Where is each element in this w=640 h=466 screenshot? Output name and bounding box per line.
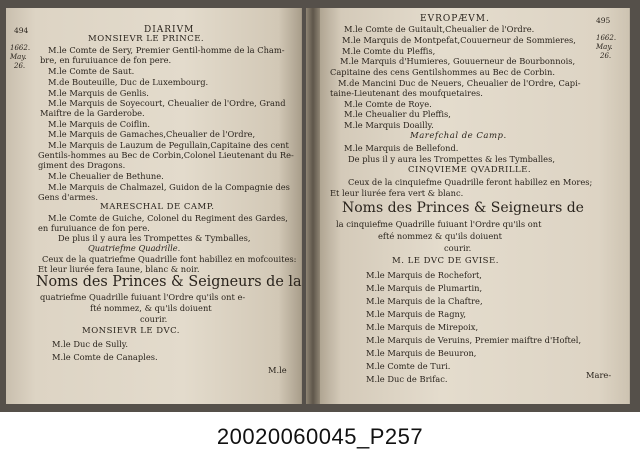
right-line: M.le Marquis de Mirepoix, [366,322,479,332]
left-side-month: May. [10,53,27,61]
right-line: M.le Marquis de Bellefond. [344,143,459,153]
left-line: en furuiuance de fon pere. [38,223,150,233]
left-line: Quatriefme Quadrille. [88,243,181,253]
right-line: De plus il y aura les Trompettes & les Tymballes, [348,154,555,164]
left-line: M.le Duc de Sully. [52,339,129,349]
right-line: M.le Comte de Turi. [366,361,451,371]
right-line: M.le Marquis de Beuuron, [366,348,477,358]
left-side-year: 1662. [10,44,31,52]
left-line: giment des Dragons. [38,160,126,170]
left-line: M.de Bouteuille, Duc de Luxembourg. [48,77,209,87]
right-line: Marefchal de Camp. [410,131,507,141]
right-line: M.le Duc de Brifac. [366,374,448,384]
right-line: M.le Comte du Pleffis, [342,46,436,56]
left-page-number: 494 [14,26,29,35]
right-side-month: May. [596,43,613,51]
left-line: M.le Comte de Sery, Premier Gentil-homme de la Cham- [48,45,285,55]
left-line: M.le Comte de Canaples. [52,352,158,362]
left-heading-line: Noms des Princes & Seigneurs de la [36,274,302,290]
right-line: M.le Marquis Doailly. [344,120,434,130]
left-line: Gentils-hommes au Bec de Corbin,Colonel Lieutenant du Re- [38,150,294,160]
left-line: bre, en furuiuance de fon pere. [40,55,172,65]
right-side-year: 1662. [596,34,617,42]
right-page-number: 495 [596,16,611,25]
right-line: M.le Comte de Roye. [344,99,432,109]
right-line: Capitaine des cens Gentilshommes au Bec de Corbin. [330,67,555,77]
left-line: Gens d'armes. [38,192,98,202]
left-line: MARESCHAL DE CAMP. [100,202,215,212]
left-line: courir. [140,314,168,324]
right-line: courir. [444,243,472,253]
right-line: la cinquiefme Quadrille fuiuant l'Ordre qu'ils ont [336,219,542,229]
image-caption: 20020060045_P257 [216,424,424,449]
right-line: M.le Comte de Guitault,Cheualier de l'Ordre. [344,24,535,34]
left-side-day: 26. [14,62,26,70]
right-line: taine-Lieutenant des moufquetaires. [330,88,483,98]
right-catchword: Mare- [586,370,612,380]
left-line: M.le Marquis de Gamaches,Cheualier de l'Ordre, [48,129,256,139]
left-line: M.le Marquis de Chalmazel, Guidon de la Compagnie des [48,182,290,192]
right-line: M.le Marquis de Plumartin, [366,283,483,293]
right-line: CINQVIEME QVADRILLE. [408,165,532,175]
left-line: MONSIEVR LE DVC. [82,326,180,336]
left-line: M.le Marquis de Genlis. [48,88,149,98]
left-line: M.le Marquis de Coiflin. [48,119,150,129]
right-line: M. LE DVC DE GVISE. [392,256,499,266]
right-line: M.le Marquis d'Humieres, Gouuerneur de Bourbonnois, [340,56,576,66]
left-line: MONSIEVR LE PRINCE. [88,34,205,44]
left-line: Et leur liurée fera Iaune, blanc & noir. [38,264,200,274]
right-line: Ceux de la cinquiefme Quadrille feront habillez en Mores; [348,177,593,187]
left-line: M.le Cheualier de Bethune. [48,171,164,181]
right-line: M.de Mancini Duc de Neuers, Cheualier de l'Ordre, Capi- [338,78,581,88]
left-line: quatriefme Quadrille fuiuant l'Ordre qu'ils ont e- [40,292,246,302]
left-line: M.le Marquis de Soyecourt, Cheualier de l'Ordre, Grand [48,98,286,108]
left-line: Ceux de la quatriefme Quadrille font habillez en mofcouites: [42,254,297,264]
left-line: M.le Comte de Guiche, Colonel du Regiment des Gardes, [48,213,288,223]
right-line: efté nommez & qu'ils doiuent [378,231,502,241]
right-line: M.le Marquis de Veruins, Premier maiftre d'Hoftel, [366,335,582,345]
right-heading-line: Noms des Princes & Seigneurs de [342,200,584,216]
right-side-day: 26. [600,52,612,60]
left-line: M.le Comte de Saut. [48,66,135,76]
left-line: fté nommez, & qu'ils doiuent [90,303,212,313]
left-line: M.le Marquis de Lauzum de Pegullain,Capitaine des cent [48,140,289,150]
right-line: M.le Marquis de la Chaftre, [366,296,483,306]
left-line: De plus il y aura les Trompettes & Tymballes, [58,233,251,243]
right-running-head: EVROPÆVM. [420,14,490,24]
left-line: Maiftre de la Garderobe. [40,108,145,118]
right-line: M.le Marquis de Montpefat,Couuerneur de Sommieres, [342,35,576,45]
left-catchword: M.le [268,365,287,375]
right-line: Et leur liurée fera vert & blanc. [330,188,464,198]
left-running-head: DIARIVM [144,25,195,35]
right-line: M.le Cheualier du Pleffis, [344,109,451,119]
book-gutter [306,8,320,404]
right-line: M.le Marquis de Rochefort, [366,270,482,280]
right-line: M.le Marquis de Ragny, [366,309,467,319]
